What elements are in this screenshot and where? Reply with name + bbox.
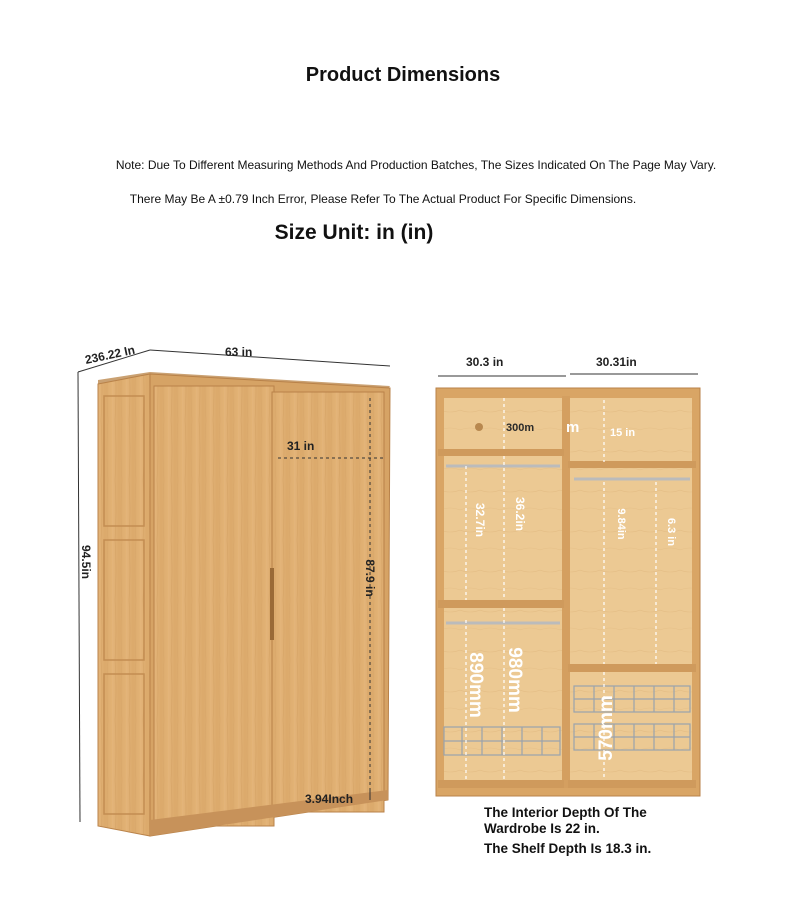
label-left-lower-a: 890mm (465, 652, 486, 718)
label-door-height: 87.9 in (363, 559, 377, 597)
shelf-left-middle (438, 600, 564, 608)
note-line-2: There May Be A ±0.79 Inch Error, Please Refer To The Actual Product For Specific Dimensions. (129, 192, 637, 206)
interior-dimension-lines (438, 374, 698, 376)
label-door-width: 31 in (287, 439, 315, 453)
label-left-width: 30.3 in (466, 355, 504, 369)
interior-depth-note: The Interior Depth Of The Wardrobe Is 22 in. (484, 805, 647, 836)
exterior-wardrobe (98, 372, 390, 836)
label-right-lower: 570mm (596, 695, 617, 761)
label-right-hanging-b: 6.3 in (665, 517, 677, 547)
label-top-right: 15 in (610, 427, 636, 439)
basket-left (444, 727, 560, 755)
door-handle (270, 568, 274, 640)
shelf-right-middle (568, 664, 696, 672)
shelf-depth-note: The Shelf Depth Is 18.3 in. (484, 841, 652, 856)
knob (475, 423, 483, 431)
sliding-door-right (272, 392, 384, 812)
shelf-left-top (438, 449, 564, 456)
interior-wardrobe (436, 388, 700, 796)
label-left-lower-b: 980mm (504, 647, 525, 713)
shelf-right-bottom (568, 780, 696, 788)
width-line (150, 350, 390, 366)
label-top-right-partial: m (566, 419, 580, 436)
page-title: Product Dimensions (305, 64, 501, 86)
wardrobe-side-panel (98, 374, 150, 836)
shelf-left-bottom (438, 780, 564, 788)
label-width: 63 in (225, 345, 253, 359)
label-right-width: 30.31in (596, 355, 637, 369)
label-top-left: 300m (506, 422, 535, 434)
size-unit-label: Size Unit: in (in) (274, 221, 434, 244)
height-line (78, 372, 80, 822)
sliding-door-left (154, 386, 274, 826)
label-left-hanging-a: 32.7in (473, 502, 487, 538)
label-base-height: 3.94Inch (305, 792, 354, 806)
note-line-1: Note: Due To Different Measuring Methods And Production Batches, The Sizes Indicated On The Page May Vary. (115, 158, 717, 172)
label-right-hanging-a: 9.84in (615, 508, 627, 540)
label-left-hanging-b: 36.2in (513, 496, 527, 532)
label-depth: 236.22 In (83, 342, 137, 367)
label-height: 94.5in (79, 544, 93, 580)
shelf-right-top (568, 461, 696, 468)
